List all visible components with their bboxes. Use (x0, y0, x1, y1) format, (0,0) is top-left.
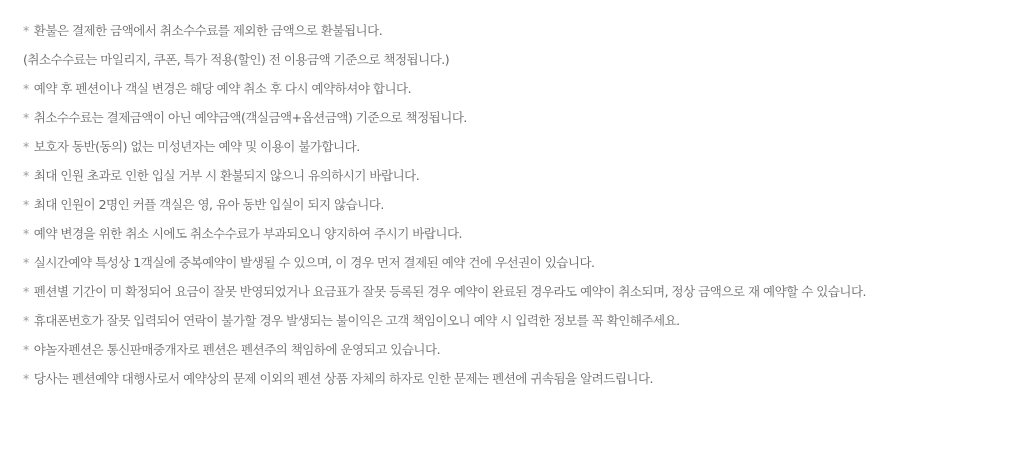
notice-item (23, 190, 1020, 219)
notice-text: 실시간예약 특성상 1객실에 중복예약이 발생될 수 있으며, 이 경우 먼저 결제된 예약 건에 우선권이 있습니다. (33, 255, 595, 270)
notice-text: 환불은 결제한 금액에서 취소수수료를 제외한 금액으로 환불됩니다. (33, 23, 383, 38)
notice-item (23, 364, 1020, 393)
bullet-mark: * (23, 313, 29, 328)
notice-text: 취소수수료는 결제금액이 아닌 예약금액(객실금액+옵션금액) 기준으로 책정됩니다. (33, 110, 467, 125)
notice-text: 최대 인원 초과로 인한 입실 거부 시 환불되지 않으니 유의하시기 바랍니다. (33, 168, 420, 183)
notice-item (23, 248, 1020, 277)
notice-item (23, 16, 1020, 45)
notice-text: 예약 후 펜션이나 객실 변경은 해당 예약 취소 후 다시 예약하셔야 합니다. (33, 81, 412, 96)
notice-item (23, 45, 1020, 74)
notice-text: 당사는 펜션예약 대행사로서 예약상의 문제 이외의 펜션 상품 자체의 하자로 인한 문제는 펜션에 귀속됨을 알려드립니다. (33, 371, 654, 386)
notice-item (23, 161, 1020, 190)
notice-item (23, 132, 1020, 161)
bullet-mark: * (23, 139, 29, 154)
notice-item (23, 306, 1020, 335)
notice-item (23, 74, 1020, 103)
notice-item (23, 335, 1020, 364)
bullet-mark: * (23, 168, 29, 183)
bullet-mark: * (23, 23, 29, 38)
notice-text: 야놀자펜션은 통신판매중개자로 펜션은 펜션주의 책임하에 운영되고 있습니다. (33, 342, 441, 357)
notice-text: 펜션별 기간이 미 확정되어 요금이 잘못 반영되었거나 요금표가 잘못 등록된 경우 예약이 완료된 경우라도 예약이 취소되며, 정상 금액으로 재 예약할 수 있습니다. (33, 284, 867, 299)
bullet-mark: * (23, 342, 29, 357)
notice-text: 휴대폰번호가 잘못 입력되어 연락이 불가할 경우 발생되는 불이익은 고객 책임이오니 예약 시 입력한 정보를 꼭 확인해주세요. (33, 313, 680, 328)
notice-text: 예약 변경을 위한 취소 시에도 취소수수료가 부과되오니 양지하여 주시기 바랍니다. (33, 226, 463, 241)
bullet-mark: * (23, 371, 29, 386)
bullet-mark: * (23, 81, 29, 96)
notice-item (23, 277, 1020, 306)
notice-text: 보호자 동반(동의) 없는 미성년자는 예약 및 이용이 불가합니다. (33, 139, 360, 154)
bullet-mark: * (23, 284, 29, 299)
notice-item (23, 103, 1020, 132)
bullet-mark: * (23, 110, 29, 125)
bullet-mark: * (23, 255, 29, 270)
notice-item (23, 219, 1020, 248)
bullet-mark: * (23, 226, 29, 241)
bullet-mark: * (23, 197, 29, 212)
notice-text: (취소수수료는 마일리지, 쿠폰, 특가 적용(할인) 전 이용금액 기준으로 책정됩니다.) (23, 52, 450, 67)
notice-text: 최대 인원이 2명인 커플 객실은 영, 유아 동반 입실이 되지 않습니다. (33, 197, 384, 212)
